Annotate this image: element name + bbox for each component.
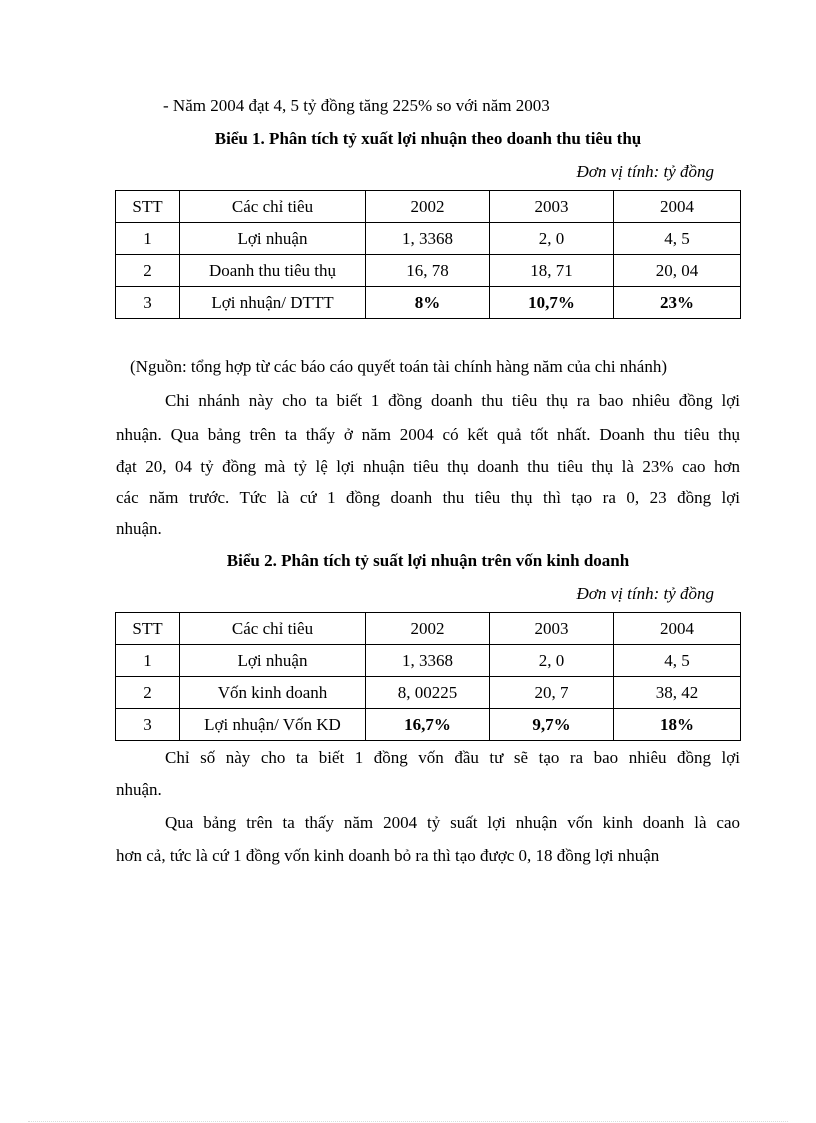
table-cell: 16,7% xyxy=(366,709,490,741)
table1-header-row xyxy=(116,191,741,223)
table-cell: 23% xyxy=(614,287,741,319)
table-cell: 3 xyxy=(116,709,180,741)
table-header-cell: 2004 xyxy=(614,191,741,223)
table-cell: 18, 71 xyxy=(490,255,614,287)
table1 xyxy=(115,190,741,319)
table-cell: 4, 5 xyxy=(614,223,741,255)
table-cell: 1 xyxy=(116,223,180,255)
table-cell: 2, 0 xyxy=(490,645,614,677)
paragraph1-line: Chi nhánh này cho ta biết 1 đồng doanh thu tiêu thụ ra bao nhiêu đồng lợi xyxy=(165,391,740,410)
paragraph1-line: nhuận. xyxy=(116,519,162,538)
table-cell: 1, 3368 xyxy=(366,223,490,255)
table1-unit: Đơn vị tính: tỷ đồng xyxy=(576,162,714,181)
table-cell: 2, 0 xyxy=(490,223,614,255)
table-row xyxy=(116,709,741,741)
table-header-cell: Các chỉ tiêu xyxy=(180,191,366,223)
table-cell: 4, 5 xyxy=(614,645,741,677)
table-row xyxy=(116,255,741,287)
table-cell: 1 xyxy=(116,645,180,677)
paragraph1-line: đạt 20, 04 tỷ đồng mà tỷ lệ lợi nhuận tiêu thụ doanh thu tiêu thụ là 23% cao hơn xyxy=(116,457,740,476)
table-row xyxy=(116,645,741,677)
table-cell: 8% xyxy=(366,287,490,319)
table-cell: 1, 3368 xyxy=(366,645,490,677)
table-cell: 8, 00225 xyxy=(366,677,490,709)
table-header-cell: STT xyxy=(116,191,180,223)
table-header-cell: 2002 xyxy=(366,191,490,223)
paragraph1-line: các năm trước. Tức là cứ 1 đồng doanh thu tiêu thụ thì tạo ra 0, 23 đồng lợi xyxy=(116,488,740,507)
table-header-cell: 2004 xyxy=(614,613,741,645)
paragraph2-line: Chỉ số này cho ta biết 1 đồng vốn đầu tư sẽ tạo ra bao nhiêu đồng lợi xyxy=(165,748,740,767)
paragraph1-line: nhuận. Qua bảng trên ta thấy ở năm 2004 có kết quả tốt nhất. Doanh thu tiêu thụ xyxy=(116,425,740,444)
table2 xyxy=(115,612,741,741)
table-cell: 16, 78 xyxy=(366,255,490,287)
paragraph3-line: hơn cả, tức là cứ 1 đồng vốn kinh doanh bỏ ra thì tạo được 0, 18 đồng lợi nhuận xyxy=(116,846,660,865)
table-cell: 9,7% xyxy=(490,709,614,741)
table-header-cell: 2002 xyxy=(366,613,490,645)
table-cell: Lợi nhuận xyxy=(180,223,366,255)
table-row xyxy=(116,223,741,255)
table-header-cell: Các chỉ tiêu xyxy=(180,613,366,645)
table-cell: 3 xyxy=(116,287,180,319)
table-cell: 2 xyxy=(116,677,180,709)
intro-line: - Năm 2004 đạt 4, 5 tỷ đồng tăng 225% so với năm 2003 xyxy=(163,96,550,115)
table-cell: Vốn kinh doanh xyxy=(180,677,366,709)
table-cell: 18% xyxy=(614,709,741,741)
table-cell: 38, 42 xyxy=(614,677,741,709)
table-cell: Lợi nhuận xyxy=(180,645,366,677)
table-cell: 2 xyxy=(116,255,180,287)
table-cell: Doanh thu tiêu thụ xyxy=(180,255,366,287)
source-note: (Nguồn: tổng hợp từ các báo cáo quyết toán tài chính hàng năm của chi nhánh) xyxy=(130,357,668,376)
table-cell: Lợi nhuận/ DTTT xyxy=(180,287,366,319)
table-row xyxy=(116,287,741,319)
paragraph3-line: Qua bảng trên ta thấy năm 2004 tỷ suất lợi nhuận vốn kinh doanh là cao xyxy=(165,813,740,832)
table-cell: 10,7% xyxy=(490,287,614,319)
table-header-cell: 2003 xyxy=(490,613,614,645)
table-cell: 20, 7 xyxy=(490,677,614,709)
table-header-cell: STT xyxy=(116,613,180,645)
page-bottom-divider xyxy=(28,1121,788,1122)
table-row xyxy=(116,677,741,709)
table1-caption: Biểu 1. Phân tích tỷ xuất lợi nhuận theo doanh thu tiêu thụ xyxy=(214,129,642,148)
table-header-cell: 2003 xyxy=(490,191,614,223)
table2-unit: Đơn vị tính: tỷ đồng xyxy=(576,584,714,603)
table-cell: Lợi nhuận/ Vốn KD xyxy=(180,709,366,741)
table-cell: 20, 04 xyxy=(614,255,741,287)
paragraph2-line: nhuận. xyxy=(116,780,162,799)
table2-caption: Biểu 2. Phân tích tỷ suất lợi nhuận trên vốn kinh doanh xyxy=(226,551,630,570)
table2-header-row xyxy=(116,613,741,645)
